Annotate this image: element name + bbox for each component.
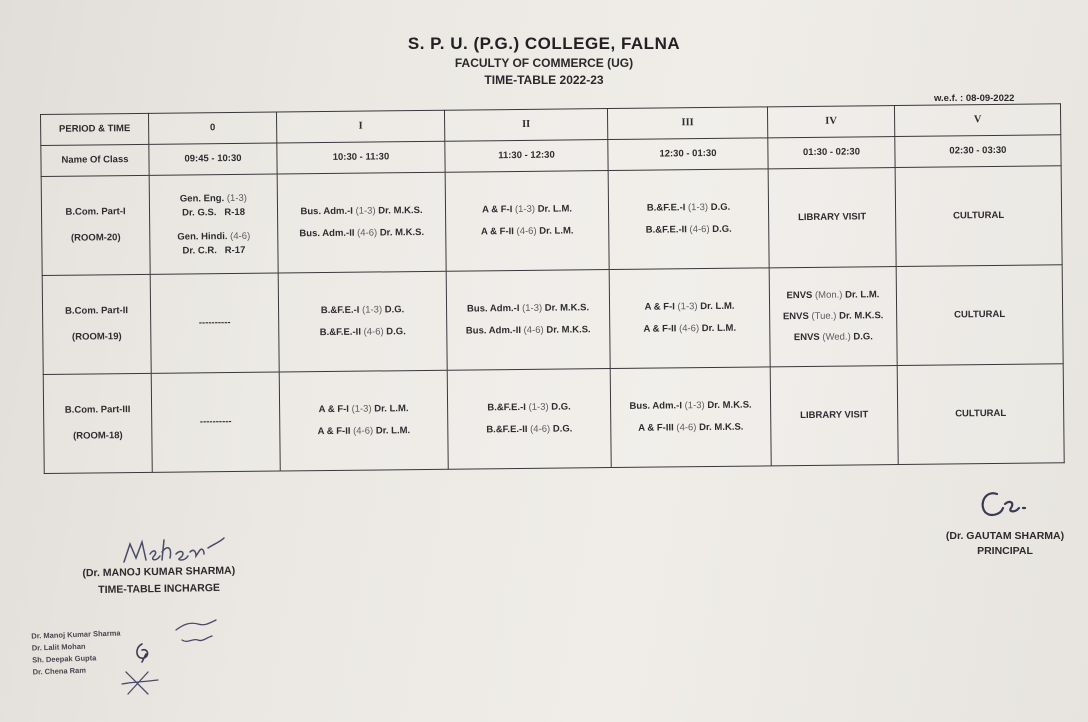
- subject-line: Bus. Adm.-I (1-3) Dr. M.K.S.: [300, 204, 423, 218]
- principal-signature-mark: [975, 486, 1035, 522]
- staff-name: Sh. Deepak Gupta: [32, 653, 97, 665]
- room-number: (ROOM-19): [71, 331, 122, 343]
- subject-line: B.&F.E.-I (1-3) D.G.: [320, 303, 405, 316]
- empty-slot: ----------: [151, 372, 280, 472]
- period-header: III: [607, 107, 767, 140]
- class-name-label: Name Of Class: [41, 144, 149, 176]
- period-header: V: [894, 104, 1060, 137]
- principal-name: (Dr. GAUTAM SHARMA): [945, 530, 1065, 542]
- period-header: II: [444, 109, 607, 142]
- activity-cell: LIBRARY VISIT: [768, 168, 896, 268]
- period-time-label: PERIOD & TIME: [41, 113, 149, 145]
- subject-line: Bus. Adm.-II (4-6) Dr. M.K.S.: [465, 324, 591, 337]
- schedule-cell: [446, 270, 610, 371]
- time-slot: 02:30 - 03:30: [895, 135, 1061, 168]
- subject-line: Bus. Adm.-I (1-3) Dr. M.K.S.: [629, 399, 752, 412]
- subject-line: A & F-II (4-6) Dr. L.M.: [480, 225, 574, 238]
- schedule-cell: [609, 268, 770, 369]
- subject-line: A & F-I (1-3) Dr. L.M.: [481, 203, 573, 216]
- class-row-part-2: [42, 265, 1063, 375]
- class-cell: [43, 373, 152, 473]
- subject-line: ENVS (Tue.) Dr. M.K.S.: [782, 310, 884, 323]
- room-number: (ROOM-18): [73, 430, 123, 442]
- class-name: B.Com. Part-III: [64, 403, 131, 416]
- subject-line: Dr. G.S. R-18: [182, 206, 246, 219]
- subject-line: A & F-II (4-6) Dr. L.M.: [317, 425, 411, 438]
- incharge-role: TIME-TABLE INCHARGE: [98, 581, 221, 597]
- incharge-name: (Dr. MANOJ KUMAR SHARMA): [82, 564, 236, 580]
- staff-name: Dr. Lalit Mohan: [31, 641, 86, 653]
- college-name: S. P. U. (P.G.) COLLEGE, FALNA: [407, 34, 681, 53]
- schedule-cell: [447, 369, 611, 470]
- timetable-grid: [40, 103, 1065, 474]
- schedule-cell: [277, 172, 446, 273]
- schedule-cell: [149, 174, 278, 274]
- time-slot: 01:30 - 02:30: [768, 137, 895, 169]
- subject-line: Gen. Hindi. (4-6): [177, 230, 251, 243]
- period-header: 0: [148, 112, 276, 144]
- faculty-name: FACULTY OF COMMERCE (UG): [454, 56, 634, 70]
- schedule-cell: [608, 169, 769, 270]
- incharge-signature: [54, 564, 265, 602]
- subject-line: Dr. C.R. R-17: [182, 245, 246, 257]
- subject-line: B.&F.E.-II (4-6) D.G.: [319, 326, 406, 339]
- subject-line: Bus. Adm.-II (4-6) Dr. M.K.S.: [299, 226, 425, 240]
- subject-line: B.&F.E.-I (1-3) D.G.: [646, 201, 731, 214]
- room-number: (ROOM-20): [70, 232, 121, 244]
- class-row-part-3: [43, 364, 1064, 474]
- schedule-cell: [769, 267, 897, 367]
- subject-line: A & F-III (4-6) Dr. M.K.S.: [638, 421, 744, 434]
- principal-role: PRINCIPAL: [977, 545, 1033, 557]
- schedule-cell: [278, 271, 447, 372]
- empty-slot: ----------: [150, 273, 279, 373]
- activity-cell: CULTURAL: [896, 265, 1063, 366]
- subject-line: B.&F.E.-I (1-3) D.G.: [487, 401, 571, 414]
- staff-name: Dr. Chena Ram: [32, 665, 87, 677]
- subject-line: ENVS (Wed.) D.G.: [793, 331, 873, 344]
- schedule-cell: [610, 367, 771, 468]
- period-header: IV: [767, 106, 894, 138]
- class-cell: [42, 274, 151, 374]
- staff-name: Dr. Manoj Kumar Sharma: [31, 628, 121, 641]
- subject-line: A & F-I (1-3) Dr. L.M.: [318, 402, 409, 415]
- time-slot: 10:30 - 11:30: [277, 141, 445, 174]
- subject-line: Bus. Adm.-I (1-3) Dr. M.K.S.: [466, 302, 590, 315]
- class-cell: [41, 175, 150, 275]
- staff-list: [31, 628, 122, 679]
- time-slot: 11:30 - 12:30: [445, 140, 608, 173]
- principal-signature: [930, 530, 1080, 560]
- activity-cell: LIBRARY VISIT: [770, 366, 898, 466]
- time-slot: 12:30 - 01:30: [608, 138, 768, 171]
- schedule-cell: [445, 171, 609, 272]
- schedule-cell: [279, 370, 448, 471]
- class-name: B.Com. Part-II: [65, 304, 129, 317]
- activity-cell: CULTURAL: [895, 166, 1062, 267]
- effective-date: w.e.f. : 08-09-2022: [934, 93, 1015, 104]
- subject-line: B.&F.E.-II (4-6) D.G.: [486, 423, 573, 436]
- subject-line: A & F-II (4-6) Dr. L.M.: [643, 322, 737, 335]
- class-name: B.Com. Part-I: [65, 205, 126, 218]
- activity-cell: CULTURAL: [897, 364, 1064, 465]
- subject-line: B.&F.E.-II (4-6) D.G.: [645, 223, 732, 236]
- subject-line: A & F-I (1-3) Dr. L.M.: [644, 300, 735, 313]
- document-title: TIME-TABLE 2022-23: [484, 73, 604, 87]
- time-slot: 09:45 - 10:30: [149, 143, 277, 175]
- subject-line: ENVS (Mon.) Dr. L.M.: [786, 288, 880, 301]
- subject-line: Gen. Eng. (1-3): [179, 192, 247, 205]
- class-row-part-1: [41, 166, 1062, 276]
- staff-initials-marks: [118, 614, 238, 704]
- period-header: I: [276, 110, 444, 143]
